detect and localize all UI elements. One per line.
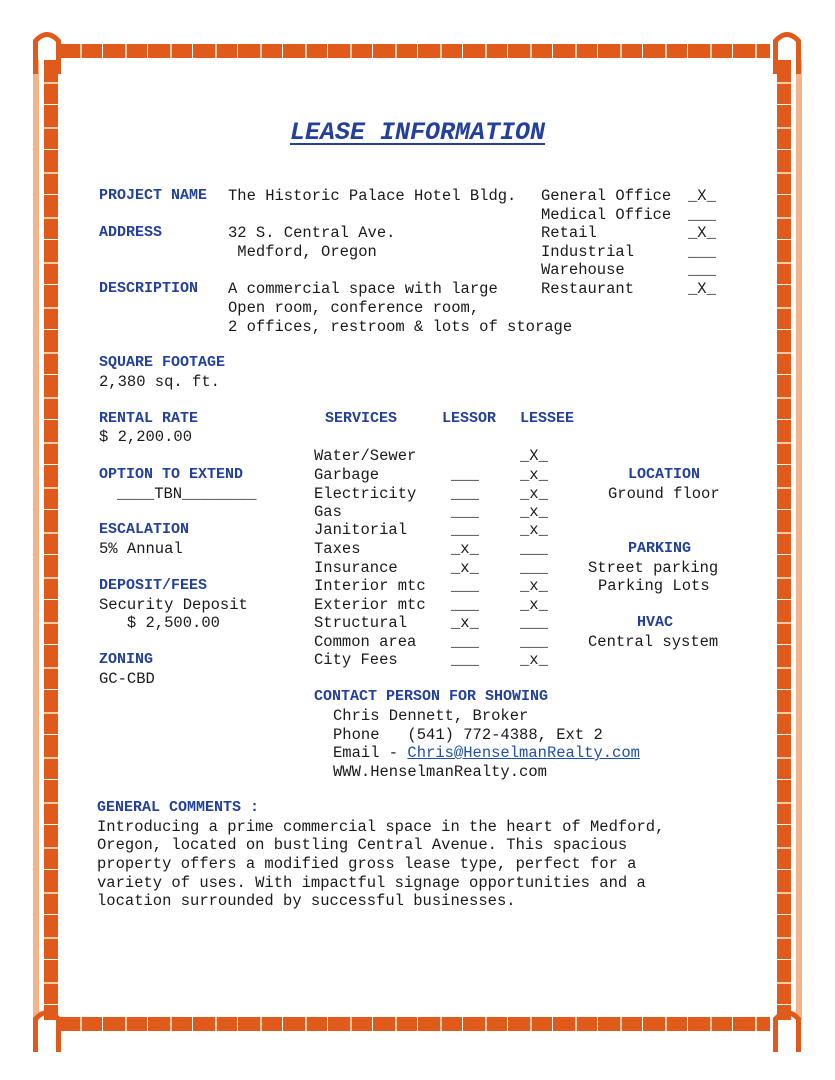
contact-email-line bbox=[333, 744, 640, 763]
service-lessor: ___ bbox=[451, 577, 479, 595]
contact-label: CONTACT PERSON FOR SHOWING bbox=[314, 688, 549, 705]
service-lessee: ___ bbox=[520, 633, 548, 651]
lessee-header: LESSEE bbox=[520, 410, 575, 427]
zoning-value: GC-CBD bbox=[99, 670, 155, 688]
general-comments-label: GENERAL COMMENTS : bbox=[97, 799, 260, 816]
contact-website: WWW.HenselmanRealty.com bbox=[333, 763, 547, 781]
contact-email-link[interactable]: Chris@HenselmanRealty.com bbox=[407, 744, 640, 762]
border-bottom bbox=[58, 1017, 770, 1031]
description-line: 2 offices, restroom & lots of storage bbox=[228, 318, 573, 336]
general-comments-line: Oregon, located on bustling Central Avenue. This spacious bbox=[97, 836, 628, 854]
option-to-extend-value: ____TBN________ bbox=[117, 485, 257, 503]
address-line-1: 32 S. Central Ave. bbox=[228, 224, 396, 242]
use-type-name: Restaurant bbox=[541, 280, 635, 298]
service-name: Gas bbox=[314, 503, 342, 521]
service-name: Interior mtc bbox=[314, 577, 426, 595]
description-line: A commercial space with large bbox=[228, 280, 498, 298]
use-type-name: Warehouse bbox=[541, 261, 625, 279]
use-type-mark: _X_ bbox=[688, 280, 716, 298]
general-comments-line: location surrounded by successful businesses. bbox=[97, 892, 516, 910]
description-line: Open room, conference room, bbox=[228, 299, 480, 317]
corner-ornament-top-right bbox=[770, 26, 804, 74]
square-footage-value: 2,380 sq. ft. bbox=[99, 373, 220, 391]
hvac-label: HVAC bbox=[637, 614, 674, 631]
rental-rate-label: RENTAL RATE bbox=[99, 410, 199, 427]
hvac-value: Central system bbox=[588, 633, 719, 651]
description-label: DESCRIPTION bbox=[99, 280, 199, 297]
address-line-2: Medford, Oregon bbox=[228, 243, 377, 261]
service-name: Insurance bbox=[314, 559, 398, 577]
service-lessee: ___ bbox=[520, 559, 548, 577]
service-lessee: _x_ bbox=[520, 596, 548, 614]
corner-ornament-bottom-right bbox=[770, 1004, 804, 1052]
service-lessee: _x_ bbox=[520, 503, 548, 521]
use-type-name: Retail bbox=[541, 224, 597, 242]
service-name: Taxes bbox=[314, 540, 361, 558]
service-lessor: ___ bbox=[451, 521, 479, 539]
corner-ornament-top-left bbox=[30, 26, 64, 74]
service-name: Water/Sewer bbox=[314, 447, 417, 465]
location-value: Ground floor bbox=[608, 485, 720, 503]
use-type-mark: ___ bbox=[688, 261, 716, 279]
escalation-value: 5% Annual bbox=[99, 540, 183, 558]
deposit-line-1: Security Deposit bbox=[99, 596, 248, 614]
general-comments-line: Introducing a prime commercial space in the heart of Medford, bbox=[97, 818, 665, 836]
services-header: SERVICES bbox=[325, 410, 398, 427]
option-to-extend-label: OPTION TO EXTEND bbox=[99, 466, 244, 483]
service-lessor: ___ bbox=[451, 485, 479, 503]
use-type-mark: ___ bbox=[688, 243, 716, 261]
deposit-line-2: $ 2,500.00 bbox=[99, 614, 220, 632]
service-lessor: ___ bbox=[451, 651, 479, 669]
project-name-value: The Historic Palace Hotel Bldg. bbox=[228, 187, 517, 205]
escalation-label: ESCALATION bbox=[99, 521, 190, 538]
service-name: Structural bbox=[314, 614, 408, 632]
lessor-header: LESSOR bbox=[442, 410, 497, 427]
border-right-inner bbox=[796, 60, 802, 1020]
service-name: Garbage bbox=[314, 466, 380, 484]
use-type-mark: ___ bbox=[688, 206, 716, 224]
border-left bbox=[44, 60, 58, 1020]
parking-line-2: Parking Lots bbox=[598, 577, 710, 595]
parking-label: PARKING bbox=[628, 540, 692, 557]
deposit-fees-label: DEPOSIT/FEES bbox=[99, 577, 208, 594]
service-lessee: _X_ bbox=[520, 447, 548, 465]
service-lessor: _x_ bbox=[451, 559, 479, 577]
service-lessor: _x_ bbox=[451, 540, 479, 558]
contact-email-prefix: Email - bbox=[333, 744, 408, 762]
border-right bbox=[777, 60, 791, 1020]
service-lessee: ___ bbox=[520, 540, 548, 558]
use-type-mark: _X_ bbox=[688, 224, 716, 242]
use-type-name: Medical Office bbox=[541, 206, 672, 224]
address-label: ADDRESS bbox=[99, 224, 163, 241]
zoning-label: ZONING bbox=[99, 651, 154, 668]
service-lessee: _x_ bbox=[520, 466, 548, 484]
use-type-mark: _X_ bbox=[688, 187, 716, 205]
rental-rate-value: $ 2,200.00 bbox=[99, 428, 193, 446]
service-lessee: ___ bbox=[520, 614, 548, 632]
border-left-inner bbox=[33, 60, 39, 1020]
corner-ornament-bottom-left bbox=[30, 1004, 64, 1052]
service-lessee: _x_ bbox=[520, 577, 548, 595]
contact-phone: Phone (541) 772-4388, Ext 2 bbox=[333, 726, 603, 744]
service-lessor: ___ bbox=[451, 466, 479, 484]
use-type-name: Industrial bbox=[541, 243, 635, 261]
use-type-name: General Office bbox=[541, 187, 672, 205]
project-name-label: PROJECT NAME bbox=[99, 187, 208, 204]
location-label: LOCATION bbox=[628, 466, 701, 483]
service-lessor: _x_ bbox=[451, 614, 479, 632]
service-name: Electricity bbox=[314, 485, 417, 503]
service-lessee: _x_ bbox=[520, 521, 548, 539]
general-comments-line: variety of uses. With impactful signage opportunities and a bbox=[97, 874, 646, 892]
parking-line-1: Street parking bbox=[588, 559, 719, 577]
service-name: Common area bbox=[314, 633, 417, 651]
service-lessor: ___ bbox=[451, 596, 479, 614]
border-top bbox=[58, 44, 770, 58]
service-lessor: ___ bbox=[451, 633, 479, 651]
square-footage-label: SQUARE FOOTAGE bbox=[99, 354, 226, 371]
general-comments-line: property offers a modified gross lease type, perfect for a bbox=[97, 855, 637, 873]
service-name: Exterior mtc bbox=[314, 596, 426, 614]
service-lessee: _x_ bbox=[520, 485, 548, 503]
contact-name: Chris Dennett, Broker bbox=[333, 707, 529, 725]
service-lessor: ___ bbox=[451, 503, 479, 521]
service-lessee: _x_ bbox=[520, 651, 548, 669]
page-title: LEASE INFORMATION bbox=[289, 118, 546, 147]
service-name: City Fees bbox=[314, 651, 398, 669]
service-name: Janitorial bbox=[314, 521, 408, 539]
